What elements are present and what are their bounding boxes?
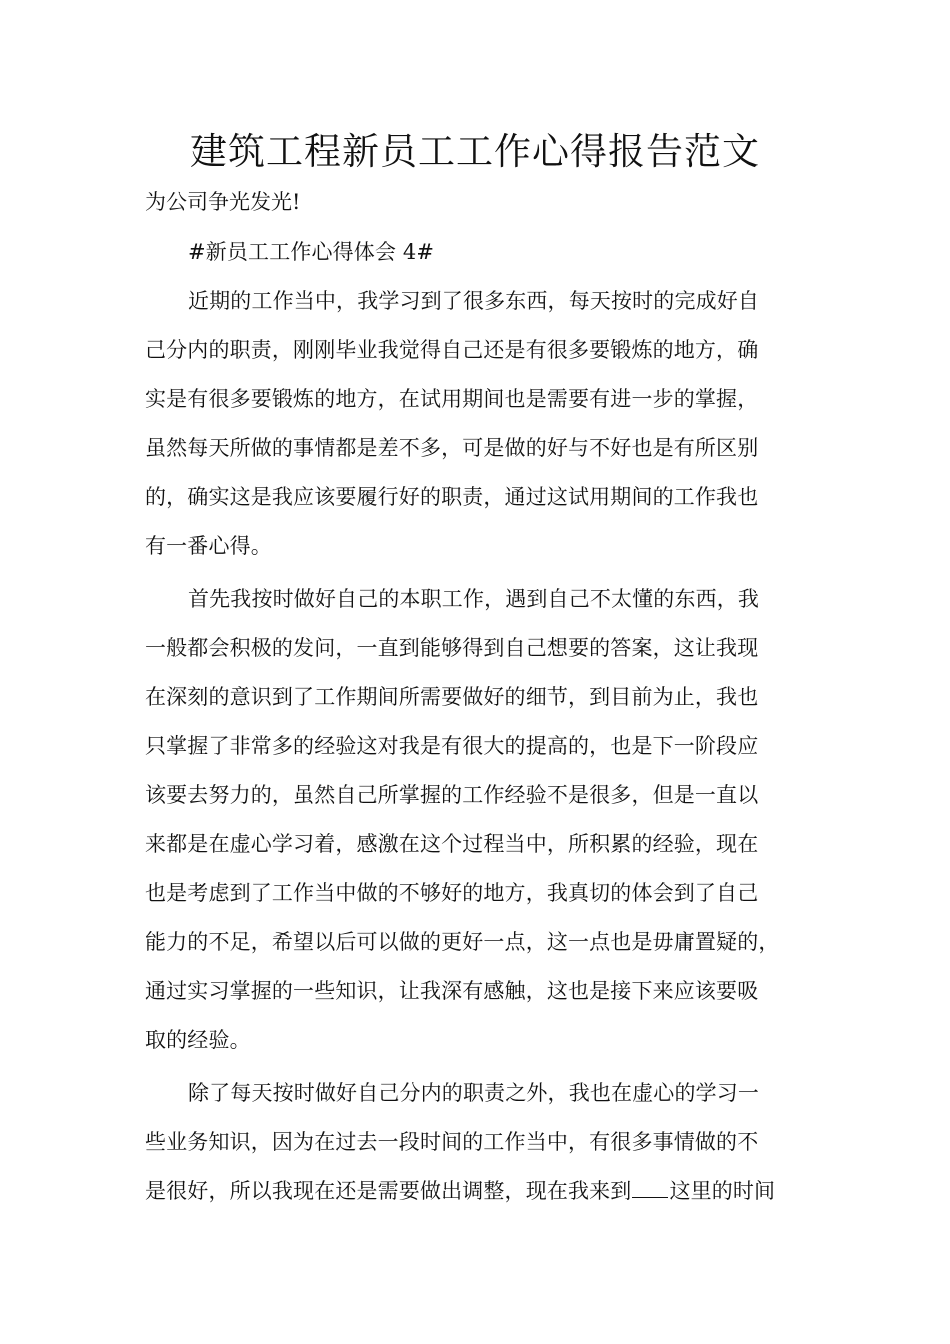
body-line-7: 的，确实这是我应该要履行好的职责，通过这试用期间的工作我也 <box>145 485 759 509</box>
body-line-6: 虽然每天所做的事情都是差不多，可是做的好与不好也是有所区别 <box>145 436 759 460</box>
fill-in-blank <box>632 1179 668 1198</box>
body-line-21-before-blank: 是很好，所以我现在还是需要做出调整，现在我来到 <box>145 1179 632 1203</box>
body-line-9: 首先我按时做好自己的本职工作，遇到自己不太懂的东西，我 <box>188 587 760 611</box>
body-line-14: 来都是在虚心学习着，感激在这个过程当中，所积累的经验，现在 <box>145 832 759 856</box>
body-line-12: 只掌握了非常多的经验这对我是有很大的提高的，也是下一阶段应 <box>145 734 759 758</box>
body-line-20: 些业务知识，因为在过去一段时间的工作当中，有很多事情做的不 <box>145 1130 759 1154</box>
body-line-5: 实是有很多要锻炼的地方，在试用期间也是需要有进一步的掌握， <box>145 387 759 411</box>
body-line-21-after-blank: 这里的时间 <box>669 1179 776 1203</box>
body-line-13: 该要去努力的，虽然自己所掌握的工作经验不是很多，但是一直以 <box>145 783 759 807</box>
body-line-1: 为公司争光发光! <box>145 190 301 214</box>
body-line-4: 己分内的职责，刚刚毕业我觉得自己还是有很多要锻炼的地方，确 <box>145 338 759 362</box>
body-line-17: 通过实习掌握的一些知识，让我深有感触，这也是接下来应该要吸 <box>145 979 759 1003</box>
body-line-11: 在深刻的意识到了工作期间所需要做好的细节，到目前为止，我也 <box>145 685 759 709</box>
body-line-21 <box>145 1175 815 1207</box>
body-line-19: 除了每天按时做好自己分内的职责之外，我也在虚心的学习一 <box>188 1081 760 1105</box>
body-line-10: 一般都会积极的发问，一直到能够得到自己想要的答案，这让我现 <box>145 636 759 660</box>
document-title: 建筑工程新员工工作心得报告范文 <box>190 130 760 173</box>
body-line-16: 能力的不足，希望以后可以做的更好一点，这一点也是毋庸置疑的， <box>145 930 780 954</box>
body-line-18: 取的经验。 <box>145 1028 251 1052</box>
body-line-3: 近期的工作当中，我学习到了很多东西，每天按时的完成好自 <box>188 289 760 313</box>
section-heading: #新员工工作心得体会 4# <box>188 240 435 264</box>
body-line-8: 有一番心得。 <box>145 534 272 558</box>
body-line-15: 也是考虑到了工作当中做的不够好的地方，我真切的体会到了自己 <box>145 881 759 905</box>
